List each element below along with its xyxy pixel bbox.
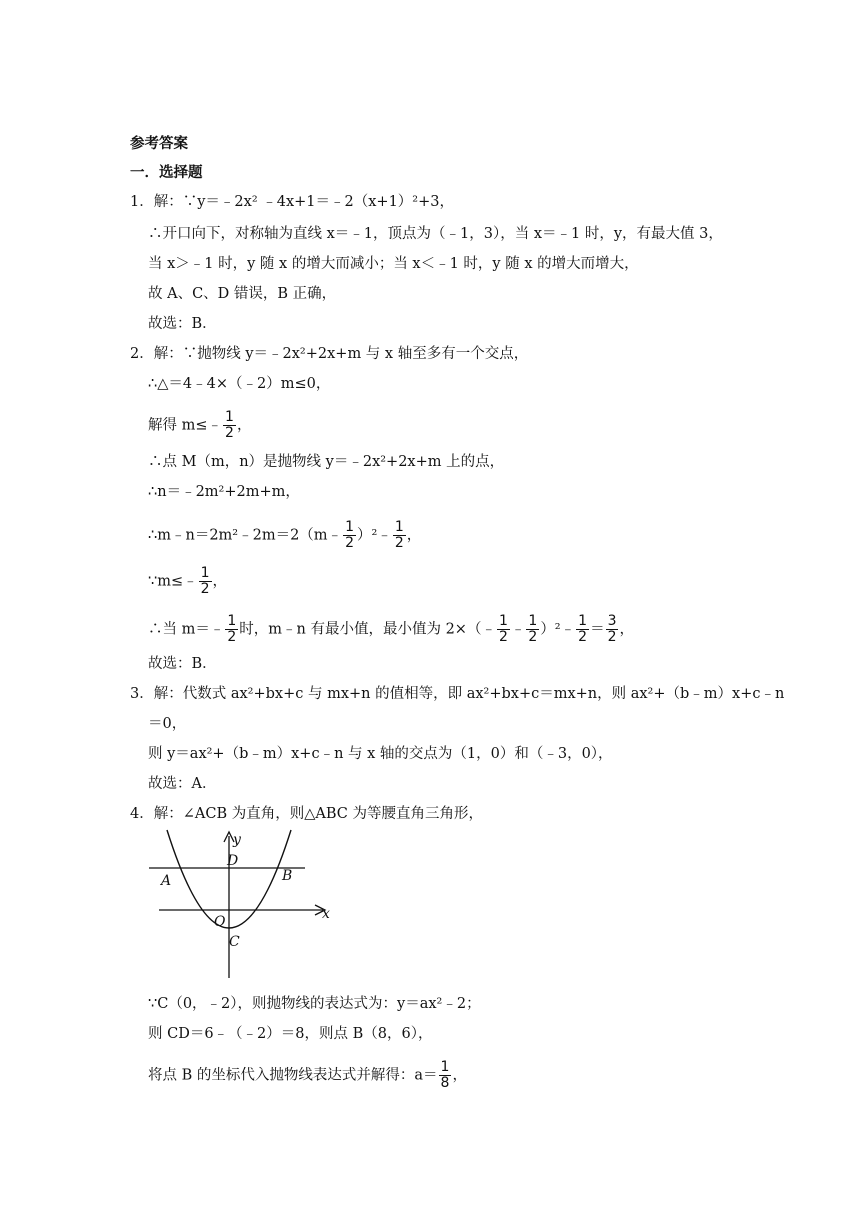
q3-line-4: 故选：A． xyxy=(148,776,217,792)
fraction-half: $\frac{1}{2}$ xyxy=(200,565,210,597)
q2-line-3: 解得 m≤﹣ $\frac{1}{2}$ ， xyxy=(148,409,252,441)
q2-line-1: 2．解：∵抛物线 y＝﹣2x²+2x+m 与 x 轴至多有一个交点， xyxy=(130,346,529,362)
fraction-three-halves: $\frac{3}{2}$ xyxy=(607,613,617,645)
q3-line-3: 则 y＝ax²+（b﹣m）x+c﹣n 与 x 轴的交点为（1，0）和（﹣3，0）， xyxy=(148,746,613,762)
label-d: D xyxy=(227,853,239,869)
q1-line-2: ∴开口向下，对称轴为直线 x＝﹣1，顶点为（﹣1，3），当 x＝﹣1 时，y，有最大值 3， xyxy=(148,226,723,242)
fraction-half: $\frac{1}{2}$ xyxy=(498,613,508,645)
q3-line-2: ＝0， xyxy=(148,716,187,732)
label-b: B xyxy=(282,868,293,884)
fraction-half: $\frac{1}{2}$ xyxy=(227,613,237,645)
label-c: C xyxy=(229,934,240,950)
fraction-half: $\frac{1}{2}$ xyxy=(394,519,404,551)
q2-line-7: ∵m≤﹣ $\frac{1}{2}$ ， xyxy=(148,565,228,597)
q4-line-3: 则 CD＝6﹣（﹣2）＝8，则点 B（8，6）， xyxy=(148,1026,433,1042)
q2-line-5: ∴n＝﹣2m²+2m+m， xyxy=(148,484,300,500)
q1-line-3: 当 x＞﹣1 时，y 随 x 的增大而减小；当 x＜﹣1 时，y 随 x 的增大而增大， xyxy=(148,256,639,272)
q2-line-4: ∴点 M（m，n）是抛物线 y＝﹣2x²+2x+m 上的点， xyxy=(148,454,505,470)
q2-line-9: 故选：B． xyxy=(148,656,217,672)
label-y: y xyxy=(233,832,241,848)
page-title: 参考答案 xyxy=(130,136,188,152)
q3-line-1: 3．解：代数式 ax²+bx+c 与 mx+n 的值相等，即 ax²+bx+c＝mx+n，则 ax²+（b﹣m）x+c﹣n xyxy=(130,686,785,702)
label-a: A xyxy=(161,873,172,889)
label-o: O xyxy=(214,914,226,930)
fraction-one-eighth: $\frac{1}{8}$ xyxy=(440,1059,450,1091)
q4-line-1: 4．解：∠ACB 为直角，则△ABC 为等腰直角三角形， xyxy=(130,806,483,822)
fraction-half: $\frac{1}{2}$ xyxy=(225,409,234,441)
q2-line-6: ∴m﹣n＝2m²﹣2m＝2（m﹣ $\frac{1}{2}$ ）²﹣ $\frac{1}{2}$ ， xyxy=(148,519,422,551)
label-x: x xyxy=(322,906,330,922)
q2-line-3-text: 解得 m≤﹣ xyxy=(148,417,223,434)
fraction-half: $\frac{1}{2}$ xyxy=(578,613,588,645)
q2-line-8: ∴当 m＝﹣ $\frac{1}{2}$ 时，m﹣n 有最小值，最小值为 2×（﹣ $\frac{1}{2}$ ﹣ $\frac{1}{2}$ ）²﹣ $\frac{1}{2}$ ＝ $\frac{3}{2}$ ， xyxy=(148,613,634,645)
fraction-half: $\frac{1}{2}$ xyxy=(345,519,354,551)
q1-line-1: 1．解：∵y＝﹣2x² ﹣4x+1＝﹣2（x+1）²+3， xyxy=(130,194,454,210)
q4-line-2: ∵C（0，﹣2），则抛物线的表达式为：y＝ax²﹣2； xyxy=(148,996,481,1012)
q2-line-2: ∴△＝4﹣4×（﹣2）m≤0， xyxy=(148,376,331,392)
fraction-half: $\frac{1}{2}$ xyxy=(528,613,538,645)
q4-line-4: 将点 B 的坐标代入抛物线表达式并解得：a＝ $\frac{1}{8}$ ， xyxy=(148,1059,467,1091)
section-heading: 一．选择题 xyxy=(130,165,203,181)
q1-line-5: 故选：B． xyxy=(148,316,217,332)
q1-line-4: 故 A、C、D 错误，B 正确， xyxy=(148,286,337,302)
parabola-figure xyxy=(145,828,340,980)
